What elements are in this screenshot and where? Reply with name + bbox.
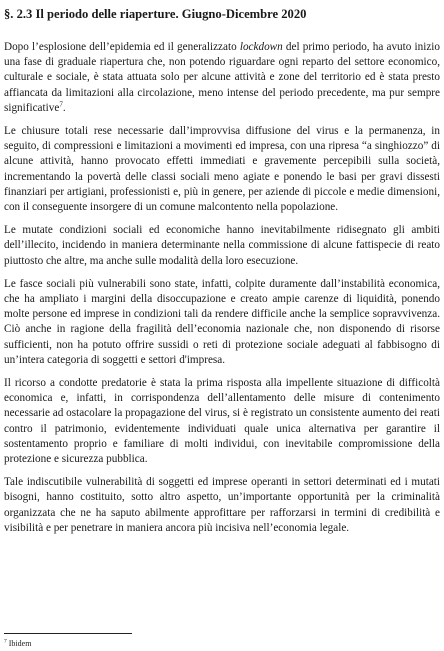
footnote-separator <box>4 633 132 634</box>
body-text <box>4 40 440 544</box>
paragraph-1-text-start: Dopo l’esplosione dell’epidemia ed il generalizzato <box>4 41 240 53</box>
paragraph-3: Le mutate condizioni sociali ed economiche hanno inevitabilmente ridisegnato gli ambiti dell’illecito, incidendo in maniera determinante nella commissione di alcune fattispecie di reato piuttosto che altre, ma anche sulle modalità della loro esecuzione. <box>4 224 440 267</box>
paragraph-5: Il ricorso a condotte predatorie è stata la prima risposta alla impellente situazione di difficoltà economica e, infatti, in corrispondenza dell’allentamento delle misure di contenimento necessarie ad ostacolare la propagazione del virus, si è registrato un consistente aumento dei reati contro il patrimonio, evidentemente individuati quale unica alternativa per garantire il sostentamento proprio e familiare di molti individui, con inevitabile compromissione della protezione e sicurezza pubblica. <box>4 377 440 466</box>
lockdown-italic-term: lockdown <box>239 41 283 53</box>
paragraph-1-text-end: del primo periodo, ha avuto inizio una fase di graduale riapertura che, non potendo riguardare ogni reparto del settore economico, culturale e sociale, è stata attuata solo per alcune attività e zone del territorio ed è stata presto affiancata da limitazioni alla circolazione, meno intense del periodo precedente, ma pur sempre significative <box>4 41 440 114</box>
footnote-number: 7 <box>4 638 7 645</box>
footnote <box>4 639 31 649</box>
paragraph-2: Le chiusure totali rese necessarie dall’improvvisa diffusione del virus e la permanenza, in seguito, di compressioni e limitazioni a movimenti ed impresa, con una ripresa “a singhiozzo” di alcune attività, hanno provocato effetti immediati e gravemente percepibili sulla società, incrementando la povertà delle classi sociali meno agiate e ponendo le basi per gravi dissesti finanziari per artigiani, professionisti e, più in genere, per aziende di piccole e medie dimensioni, con il conseguente insorgere di un comune malcontento nella popolazione. <box>4 125 440 214</box>
paragraph-6: Tale indiscutibile vulnerabilità di soggetti ed imprese operanti in settori determinati ed i mutati bisogni, hanno costituito, sotto altro aspetto, un’importante opportunità per la criminalità organizzata che ne ha saputo abilmente approfittare per rafforzarsi in termini di credibilità e visibilità e per penetrare in maniera ancora più incisiva nell’economia legale. <box>4 476 440 534</box>
footnote-reference: 7 <box>59 100 63 109</box>
footnote-text: Ibidem <box>6 639 32 648</box>
paragraph-1-period: . <box>62 101 66 114</box>
section-heading: §. 2.3 Il periodo delle riaperture. Giugno-Dicembre 2020 <box>4 7 307 21</box>
paragraph-4: Le fasce sociali più vulnerabili sono state, infatti, colpite duramente dall’instabilità economica, che ha ampliato i margini della disoccupazione e creato ampie carenze di liquidità, ponendo molte persone ed imprese in condizioni tali da rendere difficile anche la semplice sopravvivenza. Ciò anche in ragione della fragilità dell’economia nazionale che, non disponendo di risorse sufficienti, non ha potuto offrire sussidi o reti di protezione sociale adeguati al fabbisogno di un’intera categoria di soggetti e settori d'impresa. <box>4 277 440 366</box>
paragraph-1 <box>4 40 440 116</box>
